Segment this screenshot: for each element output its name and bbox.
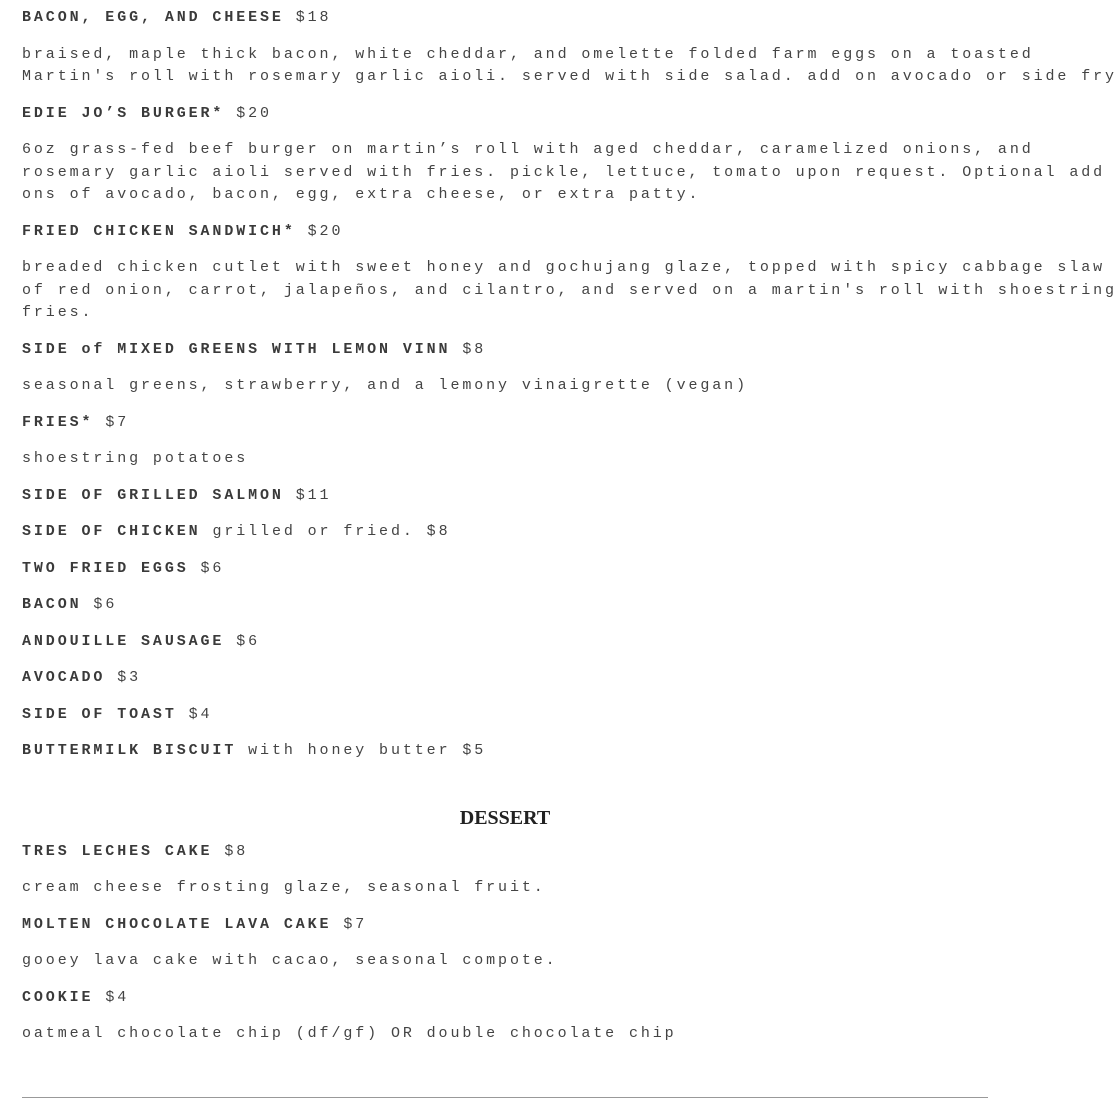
menu-item-heading: [22, 339, 988, 362]
menu-item-description: rosemary garlic aioli served with fries. pickle, lettuce, tomato upon request. Optional add: [22, 163, 1106, 181]
side-item-name: BUTTERMILK BISCUIT: [22, 742, 237, 759]
side-item-name: SIDE OF TOAST: [22, 705, 177, 723]
side-item-name: BACON: [22, 596, 82, 613]
side-item-detail: $6: [200, 559, 225, 577]
side-item-name: SIDE OF CHICKEN: [22, 523, 201, 540]
menu-item-price: $20: [307, 222, 344, 240]
menu-item-description: of red onion, carrot, jalapeños, and cilantro, and served on a martin's roll with shoestring: [22, 281, 1117, 299]
menu-item-name: EDIE JO’S BURGER*: [22, 104, 225, 122]
menu-item-heading: [22, 412, 988, 435]
side-item-detail: $4: [188, 705, 213, 723]
menu-item-name: SIDE of MIXED GREENS WITH LEMON VINN: [22, 340, 451, 358]
menu-item-heading: [22, 914, 988, 937]
menu-item-price: $7: [343, 915, 368, 933]
menu-item-name: COOKIE: [22, 988, 94, 1006]
menu-item-heading: [22, 7, 988, 30]
menu-item-description: gooey lava cake with cacao, seasonal compote.: [22, 952, 558, 969]
menu-item-price: $7: [105, 413, 130, 431]
side-item-detail: $11: [295, 486, 332, 504]
menu-item-description: oatmeal chocolate chip (df/gf) OR double chocolate chip: [22, 1025, 677, 1042]
side-item-name: TWO FRIED EGGS: [22, 559, 189, 577]
side-item-detail: $3: [117, 669, 142, 686]
menu-item-heading: [22, 221, 988, 244]
menu-item-description: shoestring potatoes: [22, 450, 249, 467]
menu-item-heading: [22, 987, 988, 1010]
side-item-detail: grilled or fried. $8: [212, 523, 451, 540]
menu-item-heading: [22, 841, 988, 864]
sides-section: [22, 485, 988, 763]
side-item-name: SIDE OF GRILLED SALMON: [22, 486, 284, 504]
side-item: [22, 521, 988, 544]
menu-item-name: FRIED CHICKEN SANDWICH*: [22, 222, 296, 240]
side-item: [22, 558, 988, 581]
dessert-section: [22, 803, 988, 1046]
menu-item-description: braised, maple thick bacon, white cheddar, and omelette folded farm eggs on a toasted: [22, 45, 1034, 63]
menu-item-description: 6oz grass-fed beef burger on martin’s roll with aged cheddar, caramelized onions, and: [22, 141, 1034, 158]
menu-item-price: $4: [105, 988, 130, 1006]
divider: [22, 1097, 988, 1098]
side-item-detail: $6: [93, 596, 118, 613]
menu-item-description: ons of avocado, bacon, egg, extra cheese, or extra patty.: [22, 186, 701, 203]
side-item: [22, 631, 988, 654]
menu-item-price: $20: [236, 104, 272, 122]
side-item: [22, 704, 988, 727]
side-item: [22, 740, 988, 763]
menu-item-heading: [22, 103, 988, 126]
side-item: [22, 485, 988, 508]
menu-item-name: MOLTEN CHOCOLATE LAVA CAKE: [22, 915, 332, 933]
menu-item-name: FRIES*: [22, 413, 94, 431]
menu-item-description: fries.: [22, 304, 94, 321]
mains-section: [22, 7, 1117, 485]
menu-item-description: Martin's roll with rosemary garlic aioli. served with side salad. add on avocado or side fry: [22, 68, 1117, 85]
section-title: DESSERT: [459, 806, 551, 829]
menu-item-price: $8: [462, 340, 487, 358]
menu-item-price: $8: [224, 842, 249, 860]
side-item-name: ANDOUILLE SAUSAGE: [22, 632, 225, 650]
side-item: [22, 594, 988, 617]
menu-item-description: cream cheese frosting glaze, seasonal fruit.: [22, 879, 546, 896]
menu-item-name: TRES LECHES CAKE: [22, 842, 213, 860]
menu-page: [22, 7, 1117, 1046]
menu-item-description: seasonal greens, strawberry, and a lemony vinaigrette (vegan): [22, 377, 748, 394]
menu-item-description: breaded chicken cutlet with sweet honey and gochujang glaze, topped with spicy cabbage slaw: [22, 259, 1106, 276]
menu-item-name: BACON, EGG, AND CHEESE: [22, 9, 284, 26]
side-item: [22, 667, 988, 690]
menu-item-price: $18: [295, 9, 332, 26]
side-item-name: AVOCADO: [22, 669, 106, 686]
side-item-detail: with honey butter $5: [248, 742, 487, 759]
side-item-detail: $6: [236, 632, 261, 650]
